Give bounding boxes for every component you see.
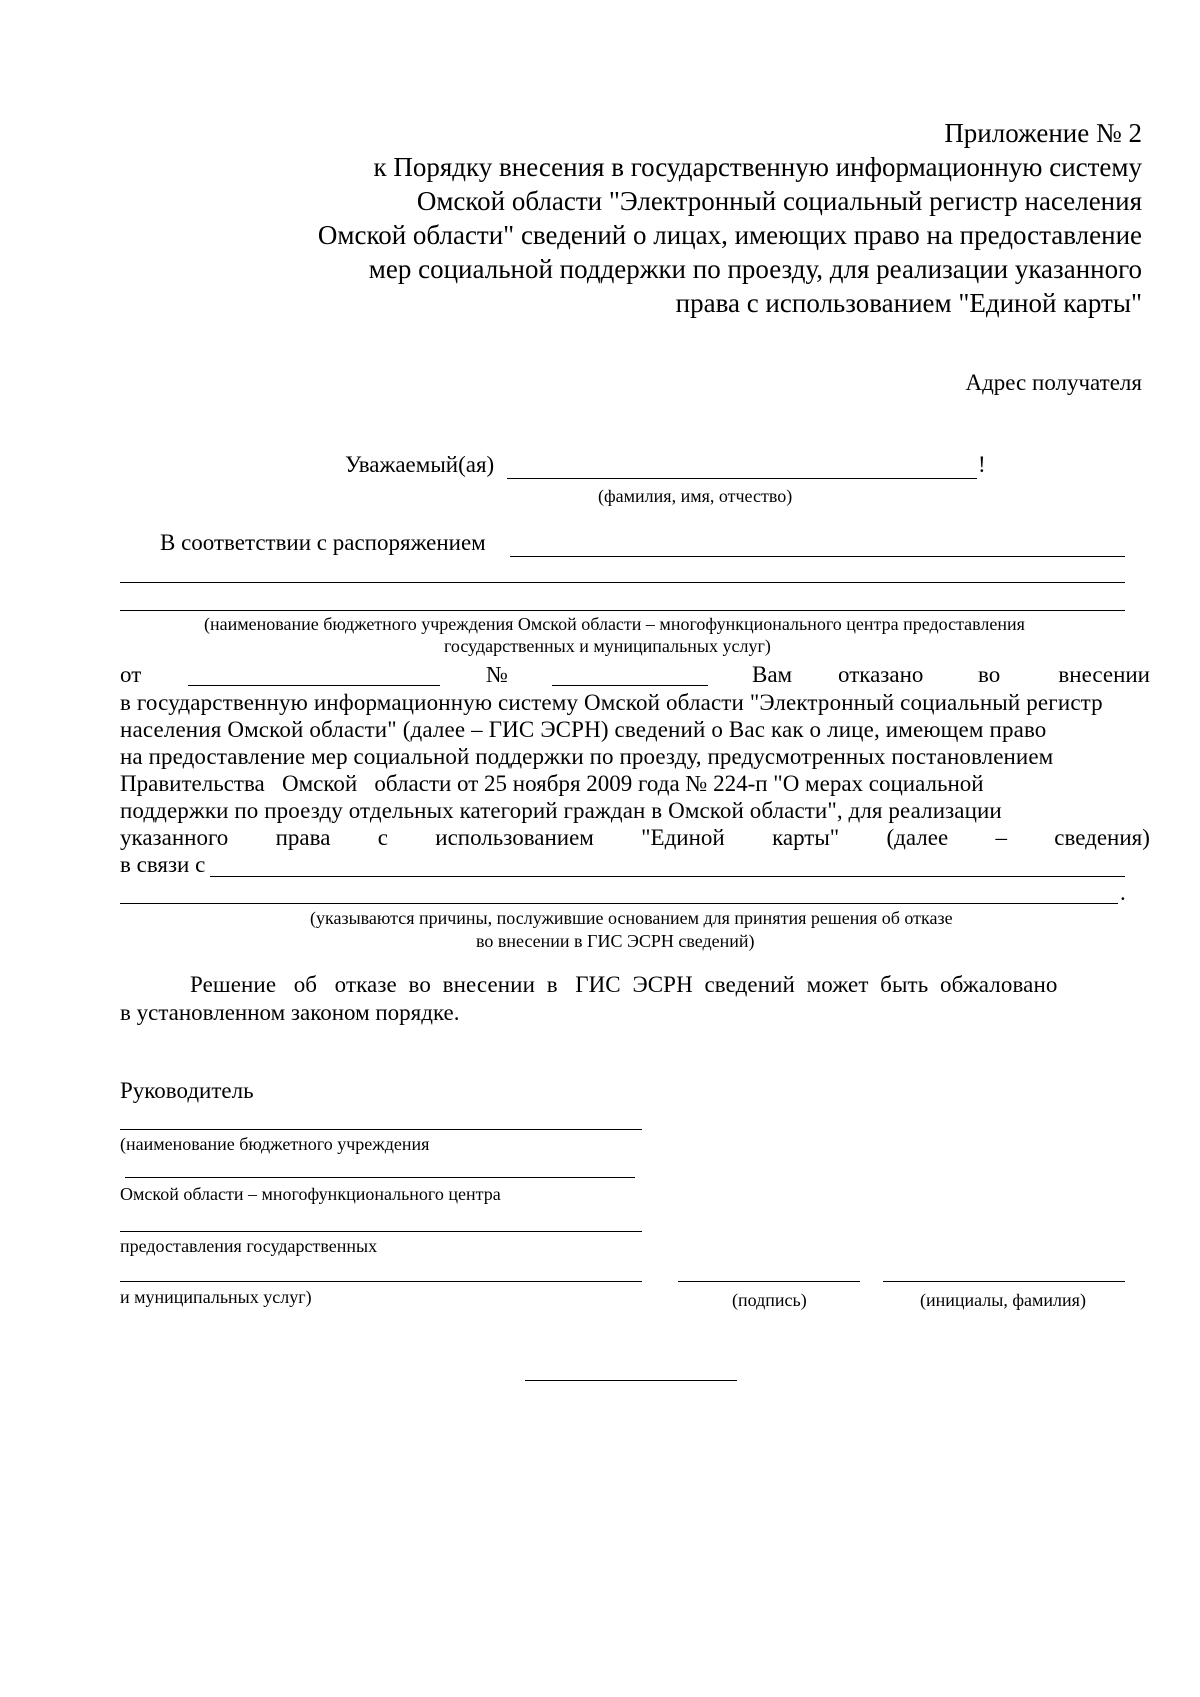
head-title: Руководитель <box>120 1078 254 1103</box>
body-word: Вам <box>752 662 793 687</box>
greeting-exclamation: ! <box>978 452 986 477</box>
body-word: отказано <box>838 662 924 687</box>
order-field-line[interactable] <box>510 556 1125 557</box>
body-word: с <box>377 825 388 850</box>
due-to-label: в связи с <box>120 852 206 877</box>
org-field-line[interactable] <box>120 1281 642 1282</box>
org-caption: предоставления государственных <box>120 1236 378 1256</box>
body-word: права <box>275 825 331 850</box>
body-line: населения Омской области" (далее – ГИС ЭСРН) сведений о Вас как о лице, имеющем право <box>120 717 1047 742</box>
recipient-address: Адрес получателя <box>965 370 1142 395</box>
org-caption: (наименование бюджетного учреждения <box>120 1134 430 1154</box>
appendix-number: Приложение № 2 <box>944 118 1142 148</box>
reason-period: . <box>1120 880 1126 905</box>
greeting-label: Уважаемый(ая) <box>345 452 495 477</box>
org-field-line[interactable] <box>125 1177 635 1178</box>
order-field-line-3[interactable] <box>120 610 1125 611</box>
fullname-field-line[interactable] <box>507 478 977 479</box>
number-sign: № <box>486 662 508 687</box>
order-caption: (наименование бюджетного учреждения Омской области – многофункционального центра предоставления <box>204 614 1025 634</box>
header-line: Омской области "Электронный социальный регистр населения <box>416 186 1142 216</box>
org-caption: Омской области – многофункционального центра <box>120 1184 501 1204</box>
signature-caption: (подпись) <box>732 1290 807 1310</box>
date-field-line[interactable] <box>188 685 440 686</box>
appeal-line: в установленном законом порядке. <box>120 1000 460 1025</box>
order-label: В соответствии с распоряжением <box>160 530 486 555</box>
body-line: Правительства Омской области от 25 ноября 2009 года № 224-п "О мерах социальной <box>120 771 984 796</box>
end-separator <box>525 1380 737 1381</box>
number-field-line[interactable] <box>552 685 708 686</box>
body-word: карты" <box>772 825 840 850</box>
body-word: использованием <box>435 825 594 850</box>
reason-field-line-2[interactable] <box>120 903 1118 904</box>
header-line: права с использованием "Единой карты" <box>675 288 1142 318</box>
body-line: в государственную информационную систему Омской области "Электронный социальный регистр <box>120 690 1103 715</box>
body-line: поддержки по проезду отдельных категорий граждан в Омской области", для реализации <box>120 798 1002 823</box>
org-caption: и муниципальных услуг) <box>120 1287 312 1307</box>
order-field-line-2[interactable] <box>120 582 1125 583</box>
body-word: – <box>995 825 1007 850</box>
body-word: указанного <box>120 825 229 850</box>
body-word: (далее <box>886 825 949 850</box>
org-field-line[interactable] <box>120 1129 642 1130</box>
reason-caption: (указываются причины, послужившие основанием для принятия решения об отказе <box>310 908 953 928</box>
body-line: на предоставление мер социальной поддержки по проезду, предусмотренных постановлением <box>120 744 1054 769</box>
reason-field-line[interactable] <box>210 876 1125 877</box>
body-word: сведения) <box>1054 825 1150 850</box>
org-field-line[interactable] <box>120 1231 642 1232</box>
body-word: во <box>978 662 1001 687</box>
name-field-line[interactable] <box>883 1281 1125 1282</box>
header-line: к Порядку внесения в государственную информационную систему <box>373 152 1142 182</box>
header-line: Омской области" сведений о лицах, имеющих право на предоставление <box>317 220 1142 250</box>
body-line-justified <box>120 825 1150 851</box>
from-label: от <box>120 662 142 687</box>
order-caption: государственных и муниципальных услуг) <box>444 636 771 656</box>
fullname-caption: (фамилия, имя, отчество) <box>598 486 793 506</box>
body-word: "Единой <box>641 825 725 850</box>
signature-field-line[interactable] <box>678 1281 860 1282</box>
name-caption: (инициалы, фамилия) <box>920 1290 1086 1310</box>
body-word: внесении <box>1058 662 1150 687</box>
header-line: мер социальной поддержки по проезду, для реализации указанного <box>368 254 1142 284</box>
reason-caption: во внесении в ГИС ЭСРН сведений) <box>476 931 755 951</box>
appeal-line: Решение об отказе во внесении в ГИС ЭСРН сведений может быть обжаловано <box>190 972 1058 997</box>
